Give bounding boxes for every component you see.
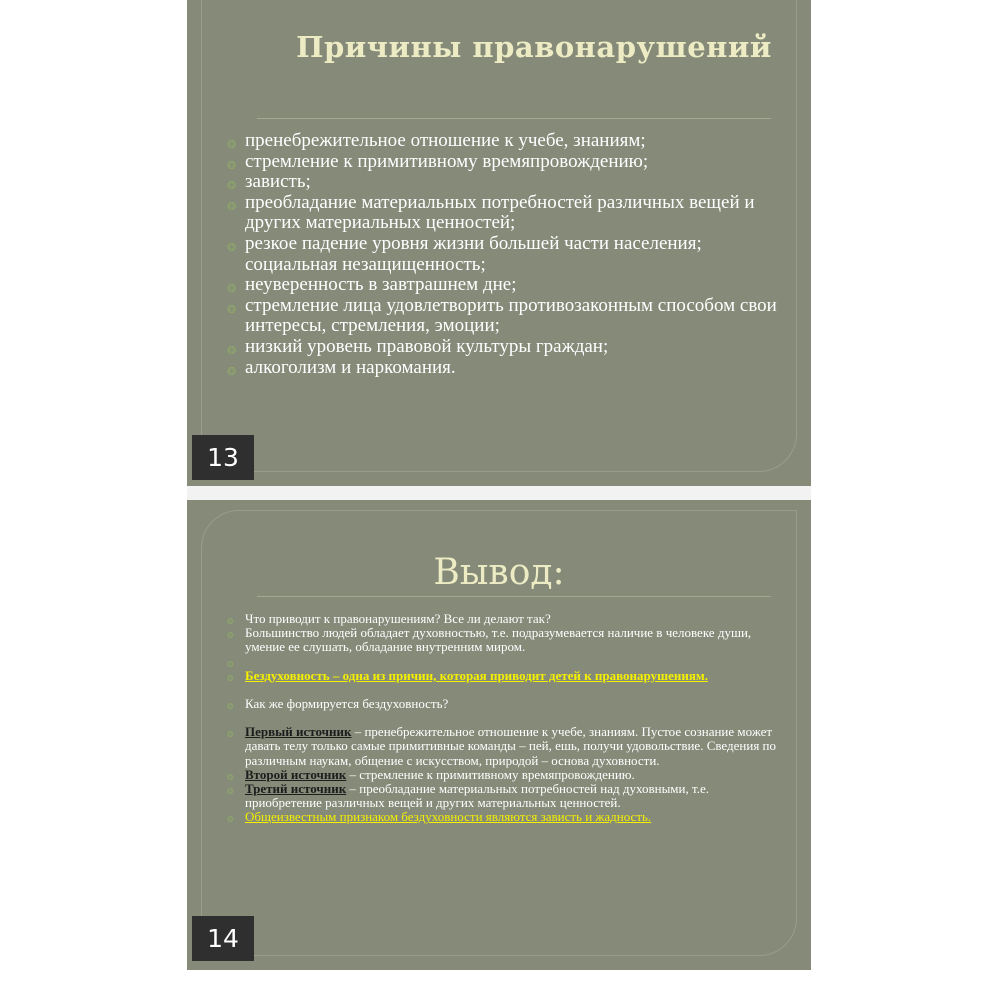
- bullet-icon: ❂: [227, 303, 237, 316]
- list-item: [227, 810, 787, 824]
- bullet-icon: ❂: [227, 180, 237, 193]
- highlight-text: Общеизвестным признаком бездуховности являются зависть и жадность.: [245, 809, 652, 825]
- list-item: ❂ низкий уровень правовой культуры граждан;: [227, 337, 787, 358]
- list-item: [227, 669, 787, 683]
- slide-separator: [187, 486, 811, 500]
- bullet-icon: ❂: [227, 241, 237, 254]
- bullet-icon: ❂: [227, 365, 237, 378]
- bullet-icon: ❂: [227, 159, 237, 172]
- page-number-badge: 13: [192, 435, 254, 480]
- bullet-icon: ❂: [227, 815, 234, 825]
- conclusion-list: [227, 612, 787, 825]
- bullet-icon: ❂: [227, 772, 234, 782]
- list-item: ❂ преобладание материальных потребностей различных вещей и других материальных ценностей;: [227, 191, 755, 234]
- bullet-icon: ❂: [227, 344, 237, 357]
- title-divider: [257, 596, 771, 597]
- title-divider: [257, 118, 771, 119]
- slide-13: [187, 0, 811, 486]
- list-item: ❂ неуверенность в завтрашнем дне;: [227, 275, 787, 296]
- spacer: [227, 711, 787, 725]
- bullet-icon: ❂: [227, 631, 234, 641]
- slide-title: Вывод:: [433, 552, 565, 593]
- list-item: ❂ Большинство людей обладает духовностью, т.е. подразумевается наличие в человеке души, умение ее слушать, обладание внутренним миром.: [227, 625, 752, 655]
- highlight-text: Бездуховность – одна из причин, которая приводит детей к правонарушениям.: [245, 667, 708, 683]
- bullet-icon: ❂: [227, 787, 234, 797]
- list-item: ❂ резкое падение уровня жизни большей части населения; социальная незащищенность;: [227, 232, 702, 275]
- bullet-icon: ❂: [227, 659, 234, 669]
- list-item: ❂ Первый источник – пренебрежительное отношение к учебе, знаниям. Пустое сознание может давать телу только самые примитивные команды – пей, ешь, получи удовольствие. Сведения по различным наукам, общение с искусством, природой – основа духовности.: [227, 724, 777, 768]
- source-label: Второй источник: [245, 766, 347, 782]
- causes-list: [227, 131, 787, 378]
- list-item: [227, 655, 787, 669]
- page-number-badge: 14: [192, 916, 254, 961]
- list-item: ❂ зависть;: [227, 172, 787, 193]
- list-item: ❂ пренебрежительное отношение к учебе, знаниям;: [227, 131, 787, 152]
- source-label: Первый источник: [245, 724, 352, 740]
- slide-14: [187, 500, 811, 970]
- list-item: ❂ Третий источник – преобладание материальных потребностей над духовными, т.е. приобретение различных вещей и других материальных ценностей.: [227, 781, 709, 811]
- list-item: ❂ стремление к примитивному времяпровождению;: [227, 152, 787, 173]
- source-label: Третий источник: [245, 781, 347, 797]
- list-item: ❂ алкоголизм и наркомания.: [227, 358, 787, 379]
- bullet-icon: ❂: [227, 139, 237, 151]
- bullet-icon: ❂: [227, 283, 237, 296]
- bullet-icon: ❂: [227, 730, 234, 740]
- list-item: ❂ Второй источник – стремление к примитивному времяпровождению.: [227, 768, 787, 782]
- bullet-icon: ❂: [227, 200, 237, 213]
- bullet-icon: ❂: [227, 617, 234, 626]
- list-item: ❂ стремление лица удовлетворить противозаконным способом свои интересы, стремления, эмоции;: [227, 294, 777, 337]
- bullet-icon: ❂: [227, 673, 234, 683]
- spacer: [227, 683, 787, 697]
- bullet-icon: ❂: [227, 702, 234, 712]
- list-item: ❂ Что приводит к правонарушениям? Все ли делают так?: [227, 612, 787, 626]
- list-item: ❂ Как же формируется бездуховность?: [227, 697, 787, 711]
- slide-title: Причины правонарушений: [296, 30, 772, 64]
